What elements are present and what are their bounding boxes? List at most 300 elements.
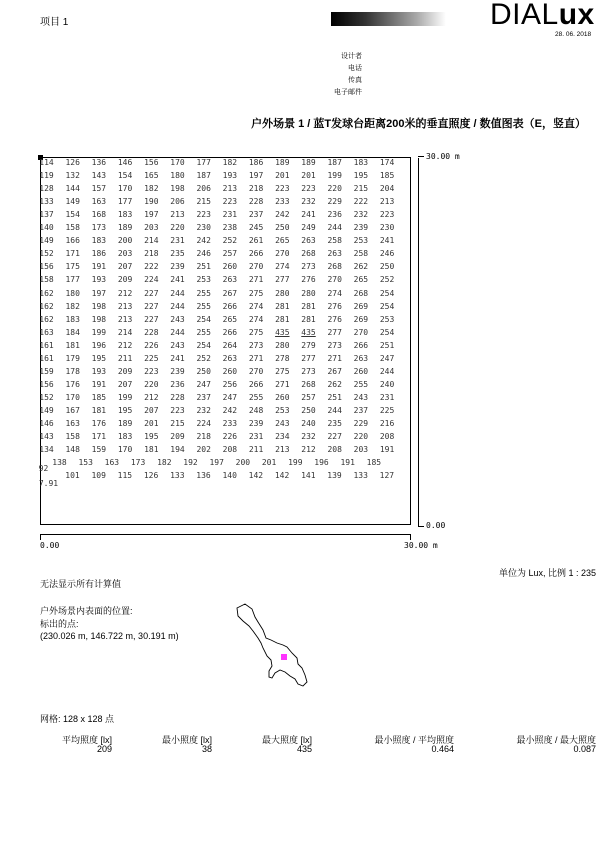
grid-cell: 271 xyxy=(327,353,342,363)
grid-cell: 273 xyxy=(248,340,264,350)
grid-cell: 208 xyxy=(327,445,342,455)
grid-cell: 213 xyxy=(117,301,133,311)
grid-cell: 190 xyxy=(144,197,159,207)
grid-cell: 274 xyxy=(327,288,342,298)
grid-cell: 252 xyxy=(196,353,211,363)
grid-cell: 212 xyxy=(117,288,133,298)
grid-cell: 273 xyxy=(301,262,316,272)
grid-cell: 218 xyxy=(144,249,159,259)
x-axis-right-tick xyxy=(410,534,411,540)
grid-cell: 256 xyxy=(222,379,238,389)
grid-cell: 232 xyxy=(196,405,211,415)
grid-cell: 180 xyxy=(170,171,185,181)
grid-cell: 263 xyxy=(222,275,238,285)
grid-cell: 213 xyxy=(170,210,185,220)
grid-cell: 173 xyxy=(130,458,146,468)
grid-cell: 248 xyxy=(248,405,264,415)
grid-cell: 163 xyxy=(65,419,80,428)
grid-cell: 274 xyxy=(248,314,264,324)
grid-cell: 280 xyxy=(301,288,316,298)
grid-cell: 249 xyxy=(301,223,316,233)
grid-cell: 266 xyxy=(248,379,264,389)
x-axis-left-tick xyxy=(40,534,41,540)
grid-cell: 270 xyxy=(327,275,342,285)
grid-cell: 212 xyxy=(301,445,316,455)
grid-cell: 275 xyxy=(248,327,264,337)
grid-cell: 191 xyxy=(340,458,355,468)
grid-cell: 223 xyxy=(222,197,238,207)
grid-cell: 199 xyxy=(117,392,133,402)
grid-cell: 226 xyxy=(144,340,159,350)
grid-cell: 170 xyxy=(65,392,80,402)
grid-cell: 250 xyxy=(379,262,395,272)
grid-cell: 231 xyxy=(170,236,185,246)
grid-cell: 220 xyxy=(353,432,369,442)
contact-fax: 传真 xyxy=(348,77,362,84)
grid-cell: 152 xyxy=(39,392,54,402)
grid-cell: 244 xyxy=(379,366,395,376)
grid-cell: 174 xyxy=(379,158,395,167)
contact-phone: 电话 xyxy=(348,65,362,72)
grid-cell: 206 xyxy=(170,197,185,207)
grid-cell: 244 xyxy=(327,405,342,415)
grid-cell: 255 xyxy=(196,301,211,311)
grid-cell: 220 xyxy=(144,379,159,389)
marked-point-marker xyxy=(281,654,287,660)
header-gradient-bar xyxy=(331,12,446,26)
grid-cell: 198 xyxy=(170,184,185,194)
grid-cell: 251 xyxy=(327,392,342,402)
grid-cell: 167 xyxy=(65,405,80,415)
grid-cell: 212 xyxy=(144,392,159,402)
cannot-show-note: 无法显示所有计算值 xyxy=(40,579,122,589)
grid-cell: 146 xyxy=(117,158,133,167)
grid-cell: 158 xyxy=(65,432,80,442)
grid-cell: 173 xyxy=(91,223,107,233)
grid-cell: 224 xyxy=(196,419,211,428)
grid-cell: 251 xyxy=(196,262,211,272)
grid-cell: 267 xyxy=(327,366,342,376)
grid-cell: 218 xyxy=(196,432,211,442)
grid-cell: 268 xyxy=(353,288,369,298)
grid-cell: 223 xyxy=(144,366,159,376)
grid-cell: 239 xyxy=(353,223,369,233)
grid-cell: 166 xyxy=(65,236,80,246)
grid-cell: 149 xyxy=(65,197,80,207)
grid-cell: 142 xyxy=(274,471,290,481)
grid-cell: 273 xyxy=(301,366,316,376)
grid-cell: 225 xyxy=(379,405,395,415)
grid-cell: 279 xyxy=(301,340,316,350)
grid-cell: 263 xyxy=(301,236,316,246)
dialux-logo xyxy=(490,0,595,32)
grid-cell: 227 xyxy=(144,301,159,311)
grid-cell: 246 xyxy=(196,249,211,259)
grid-cell: 281 xyxy=(275,314,290,324)
contact-designer: 设计者 xyxy=(341,53,362,60)
grid-cell: 222 xyxy=(353,197,369,207)
grid-cell: 273 xyxy=(327,340,342,350)
grid-cell: 238 xyxy=(222,223,238,233)
grid-cell: 263 xyxy=(353,353,369,363)
grid-cell: 277 xyxy=(275,275,290,285)
grid-cell: 176 xyxy=(65,379,80,389)
grid-cell: 223 xyxy=(301,184,316,194)
grid-cell: 270 xyxy=(275,249,290,259)
grid-cell: 182 xyxy=(144,184,159,194)
grid-cell: 203 xyxy=(144,223,159,233)
grid-lead-cell: 7.91 xyxy=(38,479,59,489)
grid-cell: 183 xyxy=(117,210,133,220)
grid-cell: 274 xyxy=(248,301,264,311)
grid-cell: 240 xyxy=(379,379,395,389)
grid-cell: 114 xyxy=(39,158,54,167)
grid-cell: 257 xyxy=(301,392,316,402)
grid-cell: 270 xyxy=(248,262,264,272)
grid-cell: 194 xyxy=(170,445,185,455)
grid-cell: 162 xyxy=(39,288,54,298)
grid-cell: 241 xyxy=(170,353,185,363)
grid-cell: 230 xyxy=(379,223,395,233)
grid-cell: 183 xyxy=(91,236,107,246)
grid-cell: 206 xyxy=(196,184,211,194)
grid-cell: 192 xyxy=(183,458,198,468)
grid-cell: 200 xyxy=(117,236,133,246)
grid-cell: 193 xyxy=(91,366,107,376)
grid-cell: 209 xyxy=(117,366,133,376)
grid-cell: 222 xyxy=(144,262,159,272)
grid-cell: 244 xyxy=(170,327,185,337)
grid-cell: 220 xyxy=(327,184,342,194)
grid-cell: 193 xyxy=(91,275,107,285)
grid-cell: 268 xyxy=(301,379,316,389)
grid-cell: 214 xyxy=(117,327,133,337)
grid-cell: 162 xyxy=(39,301,54,311)
grid-cell: 276 xyxy=(327,314,342,324)
grid-cell: 189 xyxy=(275,158,290,167)
grid-cell: 196 xyxy=(91,340,107,350)
y-axis-line xyxy=(418,158,419,527)
grid-cell: 101 xyxy=(65,471,80,481)
grid-cell: 255 xyxy=(248,392,264,402)
grid-cell: 236 xyxy=(327,210,342,220)
stat-avg-label: 平均照度 [lx] xyxy=(61,735,112,745)
grid-cell: 250 xyxy=(301,405,316,415)
grid-cell: 156 xyxy=(39,262,54,272)
y-axis-top-tick xyxy=(418,156,424,157)
grid-cell: 244 xyxy=(170,301,185,311)
grid-cell: 260 xyxy=(353,366,369,376)
grid-cell: 233 xyxy=(275,197,290,207)
scale-text: 单位为 Lux, 比例 1 : 235 xyxy=(498,568,596,578)
grid-cell: 198 xyxy=(91,301,107,311)
grid-cell: 132 xyxy=(65,171,80,181)
stat-max-label: 最大照度 [lx] xyxy=(261,735,312,745)
grid-cell: 170 xyxy=(117,445,133,455)
grid-cell: 148 xyxy=(65,445,80,455)
grid-cell: 209 xyxy=(117,275,133,285)
grid-cell: 189 xyxy=(117,419,133,428)
grid-cell: 144 xyxy=(65,184,80,194)
grid-cell: 204 xyxy=(379,184,395,194)
grid-cell: 266 xyxy=(353,340,369,350)
grid-cell: 276 xyxy=(301,275,316,285)
grid-cell: 163 xyxy=(91,197,107,207)
grid-cell: 215 xyxy=(196,197,211,207)
grid-cell: 229 xyxy=(327,197,342,207)
grid-cell: 143 xyxy=(91,171,107,181)
grid-cell: 133 xyxy=(39,197,54,207)
grid-cell: 203 xyxy=(353,445,369,455)
grid-cell: 154 xyxy=(117,171,133,181)
grid-cell: 244 xyxy=(327,223,342,233)
grid-cell: 246 xyxy=(379,249,395,259)
grid-cell: 126 xyxy=(143,471,159,481)
grid-cell: 159 xyxy=(91,445,107,455)
grid-cell: 181 xyxy=(144,445,159,455)
grid-cell: 228 xyxy=(170,392,185,402)
scene-outline-map xyxy=(225,600,340,695)
grid-cell: 435 xyxy=(301,327,316,337)
grid-cell: 202 xyxy=(196,445,211,455)
grid-cell: 209 xyxy=(170,432,185,442)
grid-cell: 119 xyxy=(39,171,54,181)
grid-cell: 170 xyxy=(170,158,185,167)
grid-cell: 271 xyxy=(248,353,264,363)
grid-cell: 252 xyxy=(379,275,395,285)
grid-cell: 195 xyxy=(144,432,159,442)
grid-cell: 251 xyxy=(379,340,395,350)
stat-min-value: 38 xyxy=(201,744,212,754)
grid-cell: 255 xyxy=(353,379,369,389)
grid-cell: 253 xyxy=(275,405,290,415)
grid-cell: 179 xyxy=(65,353,80,363)
y-axis-top-label: 30.00 m xyxy=(426,152,460,161)
grid-cell: 170 xyxy=(117,184,133,194)
grid-cell: 199 xyxy=(91,327,107,337)
report-date: 28. 06. 2018 xyxy=(555,31,592,38)
grid-cell: 241 xyxy=(301,210,316,220)
grid-cell: 127 xyxy=(379,471,395,481)
grid-cell: 227 xyxy=(327,432,342,442)
grid-cell: 260 xyxy=(275,392,290,402)
grid-cell: 237 xyxy=(353,405,369,415)
grid-cell: 195 xyxy=(91,353,107,363)
grid-cell: 227 xyxy=(144,288,159,298)
grid-cell: 126 xyxy=(65,158,80,167)
grid-cell: 211 xyxy=(248,445,264,455)
project-name: 项目 1 xyxy=(40,17,69,28)
grid-cell: 264 xyxy=(222,340,238,350)
grid-cell: 253 xyxy=(379,314,395,324)
grid-cell: 220 xyxy=(170,223,185,233)
grid-cell: 281 xyxy=(301,314,316,324)
grid-cell: 240 xyxy=(301,419,316,428)
grid-cell: 281 xyxy=(275,301,290,311)
grid-cell: 196 xyxy=(314,458,329,468)
position-title: 户外场景内表面的位置: xyxy=(40,606,133,616)
grid-cell: 244 xyxy=(170,288,185,298)
grid-cell: 268 xyxy=(327,262,342,272)
grid-cell: 191 xyxy=(91,262,107,272)
grid-cell: 161 xyxy=(39,353,54,363)
page-title: 户外场景 1 / 蓝T发球台距离200米的垂直照度 / 数值图表（E，竖直） xyxy=(251,118,586,130)
grid-cell: 247 xyxy=(222,392,238,402)
grid-cell: 216 xyxy=(379,419,395,428)
grid-cell: 203 xyxy=(117,249,133,259)
stat-max-value: 435 xyxy=(296,744,312,754)
grid-cell: 241 xyxy=(379,236,395,246)
grid-cell: 281 xyxy=(301,301,316,311)
grid-cell: 236 xyxy=(170,379,185,389)
grid-cell: 252 xyxy=(222,236,238,246)
grid-cell: 208 xyxy=(379,432,395,442)
grid-cell: 136 xyxy=(91,158,107,167)
stat-min-label: 最小照度 [lx] xyxy=(161,735,212,745)
grid-cell: 261 xyxy=(248,236,264,246)
grid-cell: 161 xyxy=(39,340,54,350)
grid-cell: 254 xyxy=(379,288,395,298)
grid-cell: 231 xyxy=(248,432,264,442)
grid-cell: 195 xyxy=(117,405,133,415)
grid-cell: 137 xyxy=(39,210,54,220)
grid-cell: 245 xyxy=(248,223,264,233)
grid-cell: 201 xyxy=(275,171,290,181)
grid-cell: 213 xyxy=(222,184,238,194)
grid-cell: 201 xyxy=(261,458,277,468)
grid-cell: 253 xyxy=(196,275,211,285)
grid-cell: 242 xyxy=(275,210,290,220)
grid-cell: 178 xyxy=(65,366,80,376)
grid-cell: 207 xyxy=(117,379,133,389)
grid-cell: 142 xyxy=(248,471,264,481)
grid-cell: 176 xyxy=(91,419,107,428)
grid-cell: 274 xyxy=(275,262,290,272)
grid-cell: 250 xyxy=(275,223,290,233)
grid-cell: 140 xyxy=(222,471,237,481)
grid-cell: 163 xyxy=(39,327,54,337)
grid-cell: 187 xyxy=(196,171,211,181)
grid-cell: 241 xyxy=(170,275,185,285)
grid-cell: 223 xyxy=(170,405,185,415)
grid-cell: 214 xyxy=(144,236,159,246)
grid-cell: 268 xyxy=(301,249,316,259)
grid-cell: 254 xyxy=(196,340,211,350)
grid-cell: 162 xyxy=(39,314,54,324)
grid-cell: 159 xyxy=(39,366,54,376)
x-axis-right-label: 30.00 m xyxy=(404,541,438,550)
grid-cell: 181 xyxy=(91,405,107,415)
grid-cell: 163 xyxy=(104,458,120,468)
grid-cell: 115 xyxy=(117,471,133,481)
grid-cell: 247 xyxy=(196,379,211,389)
grid-cell: 182 xyxy=(222,158,238,167)
grid-cell: 225 xyxy=(144,353,159,363)
grid-cell: 224 xyxy=(144,275,159,285)
grid-cell: 180 xyxy=(65,288,80,298)
grid-cell: 177 xyxy=(196,158,211,167)
grid-cell: 235 xyxy=(327,419,342,428)
grid-cell: 152 xyxy=(39,249,54,259)
grid-cell: 239 xyxy=(248,419,264,428)
grid-cell: 435 xyxy=(275,327,290,337)
grid-cell: 265 xyxy=(222,314,238,324)
grid-cell: 191 xyxy=(91,379,107,389)
grid-size-label: 网格: 128 x 128 点 xyxy=(40,714,115,724)
grid-cell: 254 xyxy=(379,301,395,311)
grid-cell: 141 xyxy=(301,471,316,481)
grid-cell: 197 xyxy=(144,210,159,220)
grid-cell: 231 xyxy=(222,210,238,220)
grid-cell: 223 xyxy=(379,210,395,220)
grid-cell: 185 xyxy=(366,458,382,468)
grid-cell: 232 xyxy=(301,432,316,442)
grid-cell: 177 xyxy=(65,275,80,285)
grid-cell: 182 xyxy=(65,301,80,311)
grid-cell: 243 xyxy=(275,419,290,428)
grid-cell: 242 xyxy=(196,236,211,246)
grid-cell: 207 xyxy=(117,262,133,272)
grid-cell: 183 xyxy=(353,158,369,167)
logo-text-a: DIAL xyxy=(490,0,559,31)
grid-cell: 223 xyxy=(196,210,211,220)
stat-min-max-label: 最小照度 / 最大照度 xyxy=(516,735,596,745)
grid-cell: 195 xyxy=(353,171,369,181)
grid-cell: 128 xyxy=(39,184,54,194)
grid-cell: 156 xyxy=(39,379,54,389)
grid-cell: 267 xyxy=(222,288,238,298)
grid-cell: 183 xyxy=(65,314,80,324)
grid-cell: 269 xyxy=(353,314,369,324)
y-axis-bottom-label: 0.00 xyxy=(426,521,446,530)
grid-cell: 255 xyxy=(196,327,211,337)
grid-cell: 227 xyxy=(144,314,159,324)
grid-cell: 133 xyxy=(170,471,185,481)
grid-cell: 247 xyxy=(379,353,395,363)
x-axis-line xyxy=(40,534,411,535)
grid-cell: 158 xyxy=(65,223,80,233)
grid-cell: 201 xyxy=(301,171,316,181)
grid-cell: 270 xyxy=(248,366,264,376)
grid-cell: 266 xyxy=(222,301,238,311)
grid-cell: 254 xyxy=(379,327,395,337)
grid-cell: 213 xyxy=(379,197,395,207)
grid-cell: 218 xyxy=(248,184,264,194)
grid-cell: 269 xyxy=(353,301,369,311)
grid-cell: 187 xyxy=(327,158,342,167)
grid-cell: 243 xyxy=(353,392,369,402)
grid-cell: 230 xyxy=(196,223,211,233)
grid-cell: 266 xyxy=(222,327,238,337)
grid-cell: 228 xyxy=(144,327,159,337)
grid-cell: 280 xyxy=(275,288,290,298)
contact-email: 电子邮件 xyxy=(334,89,362,96)
scene-outline-shape xyxy=(237,604,307,686)
grid-cell: 271 xyxy=(248,275,264,285)
grid-cell: 183 xyxy=(117,432,133,442)
grid-cell: 198 xyxy=(91,314,107,324)
marked-point-label: 标出的点: xyxy=(40,619,79,629)
grid-cell: 277 xyxy=(327,327,342,337)
grid-cell: 243 xyxy=(170,340,185,350)
grid-cell: 200 xyxy=(235,458,251,468)
grid-cell: 237 xyxy=(248,210,264,220)
grid-cell: 134 xyxy=(39,445,54,455)
x-axis-left-label: 0.00 xyxy=(40,541,60,550)
grid-cell: 258 xyxy=(327,236,342,246)
grid-cell: 138 xyxy=(52,458,67,468)
grid-cell: 197 xyxy=(91,288,107,298)
